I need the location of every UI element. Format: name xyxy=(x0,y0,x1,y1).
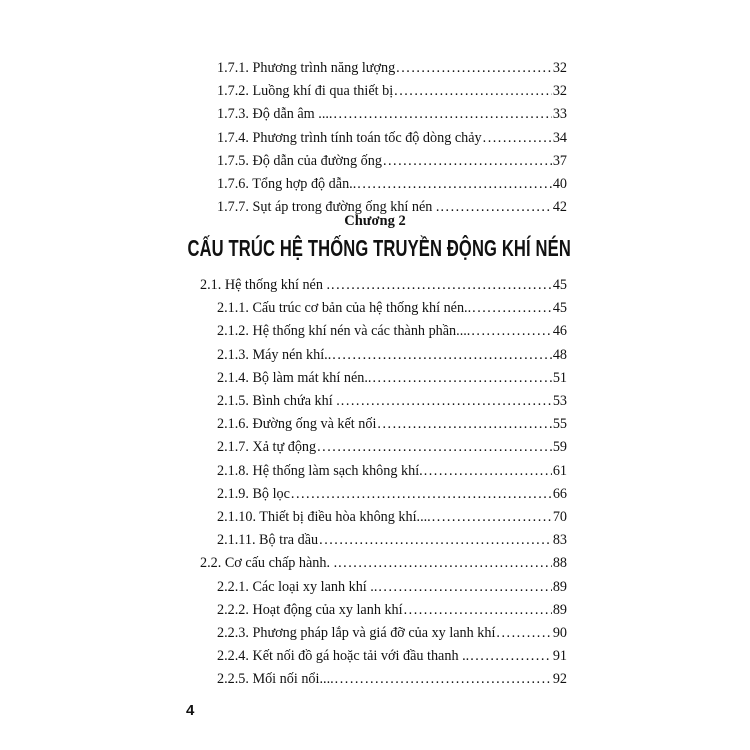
dot-leader xyxy=(496,622,551,645)
dot-leader xyxy=(372,367,551,390)
toc-entry-label: 2.1.3. Máy nén khí.. xyxy=(217,346,332,363)
toc-entry-label: 2.1.10. Thiết bị điều hòa không khí.... xyxy=(217,509,431,525)
toc-entry-page: 92 xyxy=(552,671,567,688)
dot-leader xyxy=(483,127,552,150)
toc-entry-label: 2.2.4. Kết nối đồ gá hoặc tải với đầu thanh .. xyxy=(217,648,470,665)
toc-entry[interactable] xyxy=(217,57,567,80)
toc-entry-page: 37 xyxy=(552,152,567,169)
toc-entry-label: 1.7.7. Sụt áp trong đường ống khí nén . xyxy=(217,199,440,216)
dot-leader xyxy=(396,57,552,80)
toc-entry-page: 48 xyxy=(552,346,567,363)
toc-entry-page: 61 xyxy=(552,462,567,479)
toc-entry-label: 2.1.11. Bộ tra dầu xyxy=(217,532,319,549)
toc-entry-label: 1.7.4. Phương trình tính toán tốc độ dòng chảy xyxy=(217,129,482,146)
dot-leader xyxy=(377,413,551,436)
dot-leader xyxy=(470,645,552,668)
toc-entry-label: 2.2.3. Phương pháp lắp và giá đỡ của xy lanh khí xyxy=(217,625,496,641)
toc-entry[interactable] xyxy=(200,552,567,575)
toc-entry-page: 33 xyxy=(552,106,567,123)
toc-entry-page: 53 xyxy=(552,393,567,409)
dot-leader xyxy=(338,552,552,575)
toc-entry-page: 90 xyxy=(552,625,567,641)
toc-entry-page: 89 xyxy=(552,601,567,618)
toc-entry-page: 32 xyxy=(552,60,567,76)
toc-entry[interactable] xyxy=(217,668,567,691)
toc-entry[interactable] xyxy=(217,599,567,622)
toc-entry-page: 66 xyxy=(552,485,567,502)
toc-entry[interactable] xyxy=(217,320,567,343)
dot-leader xyxy=(394,80,552,103)
toc-entry[interactable] xyxy=(217,413,567,436)
dot-leader xyxy=(291,483,552,506)
dot-leader xyxy=(341,390,552,413)
toc-entry-label: 1.7.5. Độ dẫn của đường ống xyxy=(217,152,382,169)
toc-entry-label: 2.1.2. Hệ thống khí nén và các thành phần.... xyxy=(217,323,471,340)
dot-leader xyxy=(357,173,552,196)
dot-leader xyxy=(335,668,552,691)
toc-entry-page: 46 xyxy=(552,323,567,340)
page-number: 4 xyxy=(186,702,195,719)
toc-entry-page: 59 xyxy=(552,439,567,456)
toc-entry[interactable] xyxy=(217,483,567,506)
toc-entry-label: 2.1.8. Hệ thống làm sạch không khí. xyxy=(217,462,423,479)
toc-entry[interactable] xyxy=(217,645,567,668)
dot-leader xyxy=(333,103,551,126)
toc-entry[interactable] xyxy=(217,390,567,413)
toc-entry[interactable] xyxy=(217,173,567,196)
toc-entry-label: 2.2.1. Các loại xy lanh khí .. xyxy=(217,578,378,595)
dot-leader xyxy=(331,274,552,297)
toc-entry[interactable] xyxy=(217,367,567,390)
toc-entry-page: 42 xyxy=(552,199,567,216)
dot-leader xyxy=(317,436,552,459)
toc-entry-label: 2.1.4. Bộ làm mát khí nén.. xyxy=(217,369,372,386)
toc-entry[interactable] xyxy=(217,150,567,173)
toc-entry-label: 1.7.1. Phương trình năng lượng xyxy=(217,60,396,76)
dot-leader xyxy=(432,506,552,529)
dot-leader xyxy=(378,576,551,599)
toc-entry-page: 88 xyxy=(552,555,567,572)
toc-entry[interactable] xyxy=(217,297,567,320)
toc-entry-page: 83 xyxy=(552,532,567,549)
toc-entry-page: 45 xyxy=(552,300,567,317)
toc-entry-label: 2.2. Cơ cấu chấp hành. . xyxy=(200,555,338,572)
toc-entry[interactable] xyxy=(217,506,567,529)
dot-leader xyxy=(404,599,552,622)
toc-entry[interactable] xyxy=(200,274,567,297)
toc-entry-page: 51 xyxy=(552,369,567,386)
chapter-title: CẤU TRÚC HỆ THỐNG TRUYỀN ĐỘNG KHÍ NÉN xyxy=(187,235,571,261)
toc-entry-page: 91 xyxy=(552,648,567,665)
dot-leader xyxy=(319,529,552,552)
toc-entry-label: 2.1. Hệ thống khí nén . xyxy=(200,277,331,293)
dot-leader xyxy=(332,344,552,367)
toc-entry-page: 32 xyxy=(552,83,567,100)
toc-entry-label: 2.1.7. Xả tự động xyxy=(217,439,317,456)
toc-entry-label: 1.7.2. Luồng khí đi qua thiết bị xyxy=(217,83,394,100)
toc-entry-label: 1.7.3. Độ dẫn âm .... xyxy=(217,106,333,123)
toc-entry-label: 2.1.6. Đường ống và kết nối xyxy=(217,416,377,433)
toc-entry-page: 40 xyxy=(552,176,567,192)
toc-entry[interactable] xyxy=(217,529,567,552)
toc-entry[interactable] xyxy=(217,127,567,150)
dot-leader xyxy=(383,150,552,173)
toc-entry[interactable] xyxy=(217,436,567,459)
dot-leader xyxy=(472,297,552,320)
toc-entry[interactable] xyxy=(217,80,567,103)
toc-entry-label: 2.1.9. Bộ lọc xyxy=(217,485,290,502)
toc-entry-label: 2.1.1. Cấu trúc cơ bản của hệ thống khí nén.. xyxy=(217,300,472,317)
toc-entry-page: 89 xyxy=(552,578,567,595)
toc-entry-page: 34 xyxy=(552,129,567,146)
toc-entry[interactable] xyxy=(217,576,567,599)
dot-leader xyxy=(471,320,551,343)
toc-entry[interactable] xyxy=(217,344,567,367)
toc-entry[interactable] xyxy=(217,460,567,483)
toc-entry-label: 2.1.5. Bình chứa khí . xyxy=(217,393,340,409)
toc-entry-label: 2.2.5. Mối nối nổi.... xyxy=(217,671,334,688)
toc-entry-page: 45 xyxy=(552,277,567,293)
chapter-label: Chương 2 xyxy=(344,213,406,229)
toc-entry-page: 55 xyxy=(552,416,567,433)
toc-entry-label: 2.2.2. Hoạt động của xy lanh khí xyxy=(217,601,403,618)
toc-entry-label: 1.7.6. Tổng hợp độ dẫn.. xyxy=(217,176,357,192)
toc-entry[interactable] xyxy=(217,103,567,126)
toc-entry-page: 70 xyxy=(552,509,567,525)
dot-leader xyxy=(424,460,552,483)
toc-entry[interactable] xyxy=(217,622,567,645)
